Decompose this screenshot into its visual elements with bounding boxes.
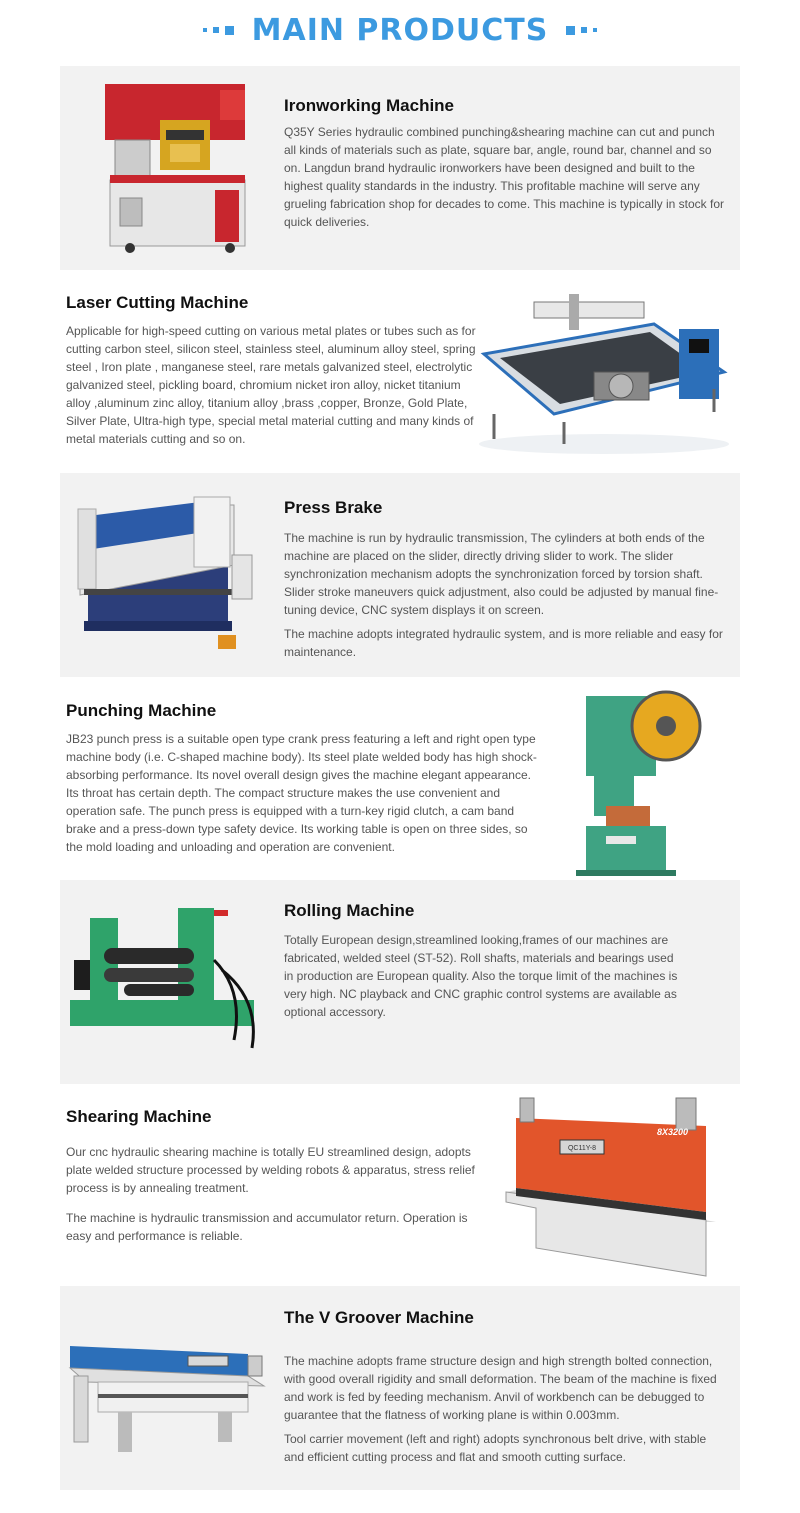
section-description: The machine is run by hydraulic transmission, The cylinders at both ends of the machine are placed on the slider, directly driving slider to work. The slider synchronization mechanism adopts the synchronization forced by torsion shaft. Slider stroke maneuvers quick adjustment, also could be adjusted by manual fine-tuning device, CNC system displays it on screen. [284,531,719,617]
product-section-rolling [60,880,740,1084]
title-decoration-right [566,26,597,35]
section-description-2: The machine is hydraulic transmission and accumulator return. Operation is easy and performance is reliable. [66,1211,468,1243]
laser-cutting-machine-image [474,294,734,456]
section-description: Our cnc hydraulic shearing machine is totally EU streamlined design, adopts plate welded structure processed by welding robots & apparatus, stress relief process is by annealing treatment. [66,1145,475,1195]
ironworker-machine-image [100,80,255,258]
shearing-machine-size-label: 8X3200 [656,1127,688,1137]
section-description-2: Tool carrier movement (left and right) adopts synchronous belt drive, with stable and efficient cutting process and flat and smooth cutting surface. [284,1432,707,1464]
product-section-v-groover [60,1286,740,1490]
section-title: Punching Machine [66,701,217,720]
section-title: Ironworking Machine [284,96,455,115]
section-title: Shearing Machine [66,1107,212,1126]
section-description: Applicable for high-speed cutting on various metal plates or tubes such as for cutting carbon steel, silicon steel, stainless steel, aluminum alloy steel, spring steel , Iron plate , manganese steel, rare metals galvanized steel, electrolytic galvanized steel, pickling board, chromium nicket iron alloy, nicket titanium alloy ,aluminum zinc alloy, titanium alloy ,brass ,copper, Bronze, Gold Plate, Silver Plate, Ultra-high type, special metal material cutting and many kinds of metal materials cutting and so on. [66,324,476,446]
product-section-laser-cutting [60,280,740,470]
shearing-machine-model-label: QC11Y-8 [567,1145,597,1152]
section-description-2: The machine adopts integrated hydraulic system, and is more reliable and easy for maintenance. [284,627,723,659]
shearing-machine-image [496,1092,722,1278]
page-header [0,0,800,60]
rolling-machine-image [64,900,260,1050]
section-description: Totally European design,streamlined looking,frames of our machines are fabricated, welded steel (ST-52). Roll shafts, materials and bearings used in production are European quality. Also the torque limit of the machines is very high. NC playback and CNC graphic control systems are available as optional accessory. [284,933,678,1019]
section-description: The machine adopts frame structure design and high strength bolted connection, with good overall rigidity and small deformation. The beam of the machine is fixed and work is fed by feeding mechanism. Anvil of workbench can be debugged to guarantee that the flatness of working plane is within 0.003mm. [284,1354,717,1422]
section-description: Q35Y Series hydraulic combined punching&shearing machine can cut and punch all kinds of materials such as plate, square bar, angle, round bar, channel and so on. Langdun brand hydraulic ironworkers have been designed and built to the highest quality standards in the industry. This profitable machine will serve any grueling fabrication shop for decades to come. This machine is typically in stock for quick deliveries. [284,125,724,229]
product-section-shearing [60,1090,740,1280]
section-description: JB23 punch press is a suitable open type crank press featuring a left and right open type machine body (i.e. C-shaped machine body). Its steel plate welded body has high shock-absorbing performance. Its novel overall design gives the machine elegant appearance. Its throat has certain depth. The compact structure makes the use convenient and operation safe. The punch press is equipped with a turn-key rigid clutch, a cam band brake and a press-down type safety device. Its working table is open on three sides, so the mold loading and unloading and operation are convenient. [66,732,537,854]
product-section-press-brake [60,473,740,677]
product-section-ironworking [60,66,740,270]
page-title: MAIN PRODUCTS [251,12,549,48]
section-title: Press Brake [284,498,383,517]
press-brake-image [74,495,254,655]
section-title: Rolling Machine [284,901,415,920]
punching-machine-image [566,686,702,876]
section-title: Laser Cutting Machine [66,293,249,312]
product-section-punching [60,682,740,878]
section-title: The V Groover Machine [284,1308,474,1327]
v-groover-machine-image [68,1336,274,1456]
title-decoration-left [203,26,234,35]
